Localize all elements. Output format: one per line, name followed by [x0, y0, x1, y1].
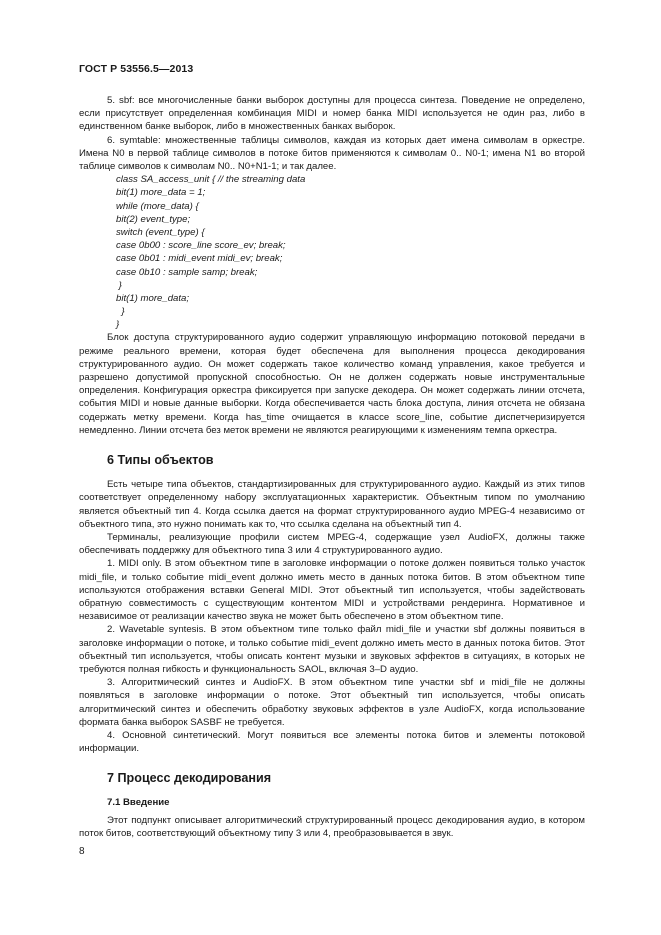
- code-line: bit(1) more_data;: [116, 292, 190, 304]
- paragraph: Есть четыре типа объектов, стандартизированных для структурированного аудио. Каждый из этих типов соответствует определенному набору эксплуатационных характеристик. Объектным типом по умолчанию является объектный тип 4. Когда ссылка дается на формат структурированного аудио MPEG-4 независимо от объектного типа, это нужно понимать как то, что ссылка сделана на объектный тип 4.: [79, 479, 585, 530]
- paragraph: 2. Wavetable syntesis. В этом объектном типе только файл midi_file и участки sbf должны появиться в заголовке информации о потоке, и только событие midi_event должно иметь место в данных потока битов. Этот объектный тип используется, чтобы описать контент музыки и звуковых эффектов в ситуациях, в которых не требуются полная гибкость и функциональность SAOL, включая 3–D аудио.: [79, 624, 585, 675]
- code-line: }: [116, 279, 122, 291]
- paragraph: Блок доступа структурированного аудио содержит управляющую информацию потоковой передачи в режиме реального времени, которая будет обеспечена для выполнения процесса декодирования структурированного аудио. Он может содержать такое количество команд управления, какое требуется и разрешено допустимой пропускной способностью. Он не должен содержать новые инструментальные определения. Конфигурация оркестра фиксируется при запуске декодера. Он может содержать линии отсчета, события MIDI и новые данные выборки. Когда обеспечивается часть блока доступа, линия отсчета не обязана содержать метку времени. Когда has_time очищается в классе score_line, событие диспетчеризируется немедленно. Линии отсчета без меток времени не являются реагирующими к изменениям темпа оркестра.: [79, 332, 585, 436]
- code-line: class SA_access_unit { // the streaming data: [116, 174, 306, 186]
- paragraph: 6. symtable: множественные таблицы символов, каждая из которых дает имена символам в оркестре. Имена N0 в первой таблице символов в потоке битов применяются к символам 0.. N0-1; имена N1 во второй таблице символов к символам N0.. N0+N1-1; и так далее.: [79, 134, 585, 173]
- page-number: 8: [79, 846, 85, 857]
- code-line: case 0b00 : score_line score_ev; break;: [116, 240, 286, 252]
- code-line: case 0b10 : sample samp; break;: [116, 266, 258, 278]
- subsection-heading: 7.1 Введение: [107, 797, 170, 809]
- code-line: switch (event_type) {: [116, 226, 205, 238]
- paragraph: Терминалы, реализующие профили систем MPEG-4, содержащие узел AudioFX, должны также обеспечивать поддержку для объектного типа 3 или 4 структурированного аудио.: [79, 531, 585, 557]
- code-line: }: [116, 319, 120, 331]
- standard-header: ГОСТ Р 53556.5—2013: [79, 63, 194, 75]
- code-line: case 0b01 : midi_event midi_ev; break;: [116, 253, 283, 265]
- code-line: bit(2) event_type;: [116, 213, 191, 225]
- section-heading: 6 Типы объектов: [107, 453, 214, 468]
- paragraph: Этот подпункт описывает алгоритмический структурированный процесс декодирования аудио, в котором поток битов, соответствующий объектному типу 3 или 4, преобразовывается в звук.: [79, 814, 585, 839]
- code-line: while (more_data) {: [116, 200, 199, 212]
- paragraph: 5. sbf: все многочисленные банки выборок доступны для процесса синтеза. Поведение не определено, если присутствует определенная комбинация MIDI и номер банка MIDI используется не один раз, либо в единственном банке выборок, либо в множественных банках выборок.: [79, 95, 585, 133]
- code-block: [79, 173, 585, 331]
- body-content: [79, 94, 585, 840]
- code-line: bit(1) more_data = 1;: [116, 187, 206, 199]
- paragraph: 3. Алгоритмический синтез и AudioFX. В этом объектном типе участки sbf и midi_file не должны появляться в заголовке информации о потоке. Этот объектный тип используется, чтобы описать алгоритмический синтез и обеспечить обработку звуковых эффектов в узле AudioFX, когда использование формата банка выборок SASBF не требуется.: [79, 677, 585, 728]
- paragraph: 4. Основной синтетический. Могут появиться все элементы потока битов и элементы потоковой информации.: [79, 729, 585, 755]
- section-heading: 7 Процесс декодирования: [107, 771, 272, 786]
- code-line: }: [116, 306, 125, 318]
- paragraph: 1. MIDI only. В этом объектном типе в заголовке информации о потоке должен появиться только участок midi_file, и только событие midi_event должно иметь место в данных потока битов. В этом объектном типе используются отображения вставки General MIDI. Этот объектный тип используется, чтобы задействовать обратную совместимость с существующим контентом MIDI и устройствами рендеринга. Нормативное и независимое от реализации качество звука не может быть обеспечено в этом объектном типе.: [79, 558, 585, 623]
